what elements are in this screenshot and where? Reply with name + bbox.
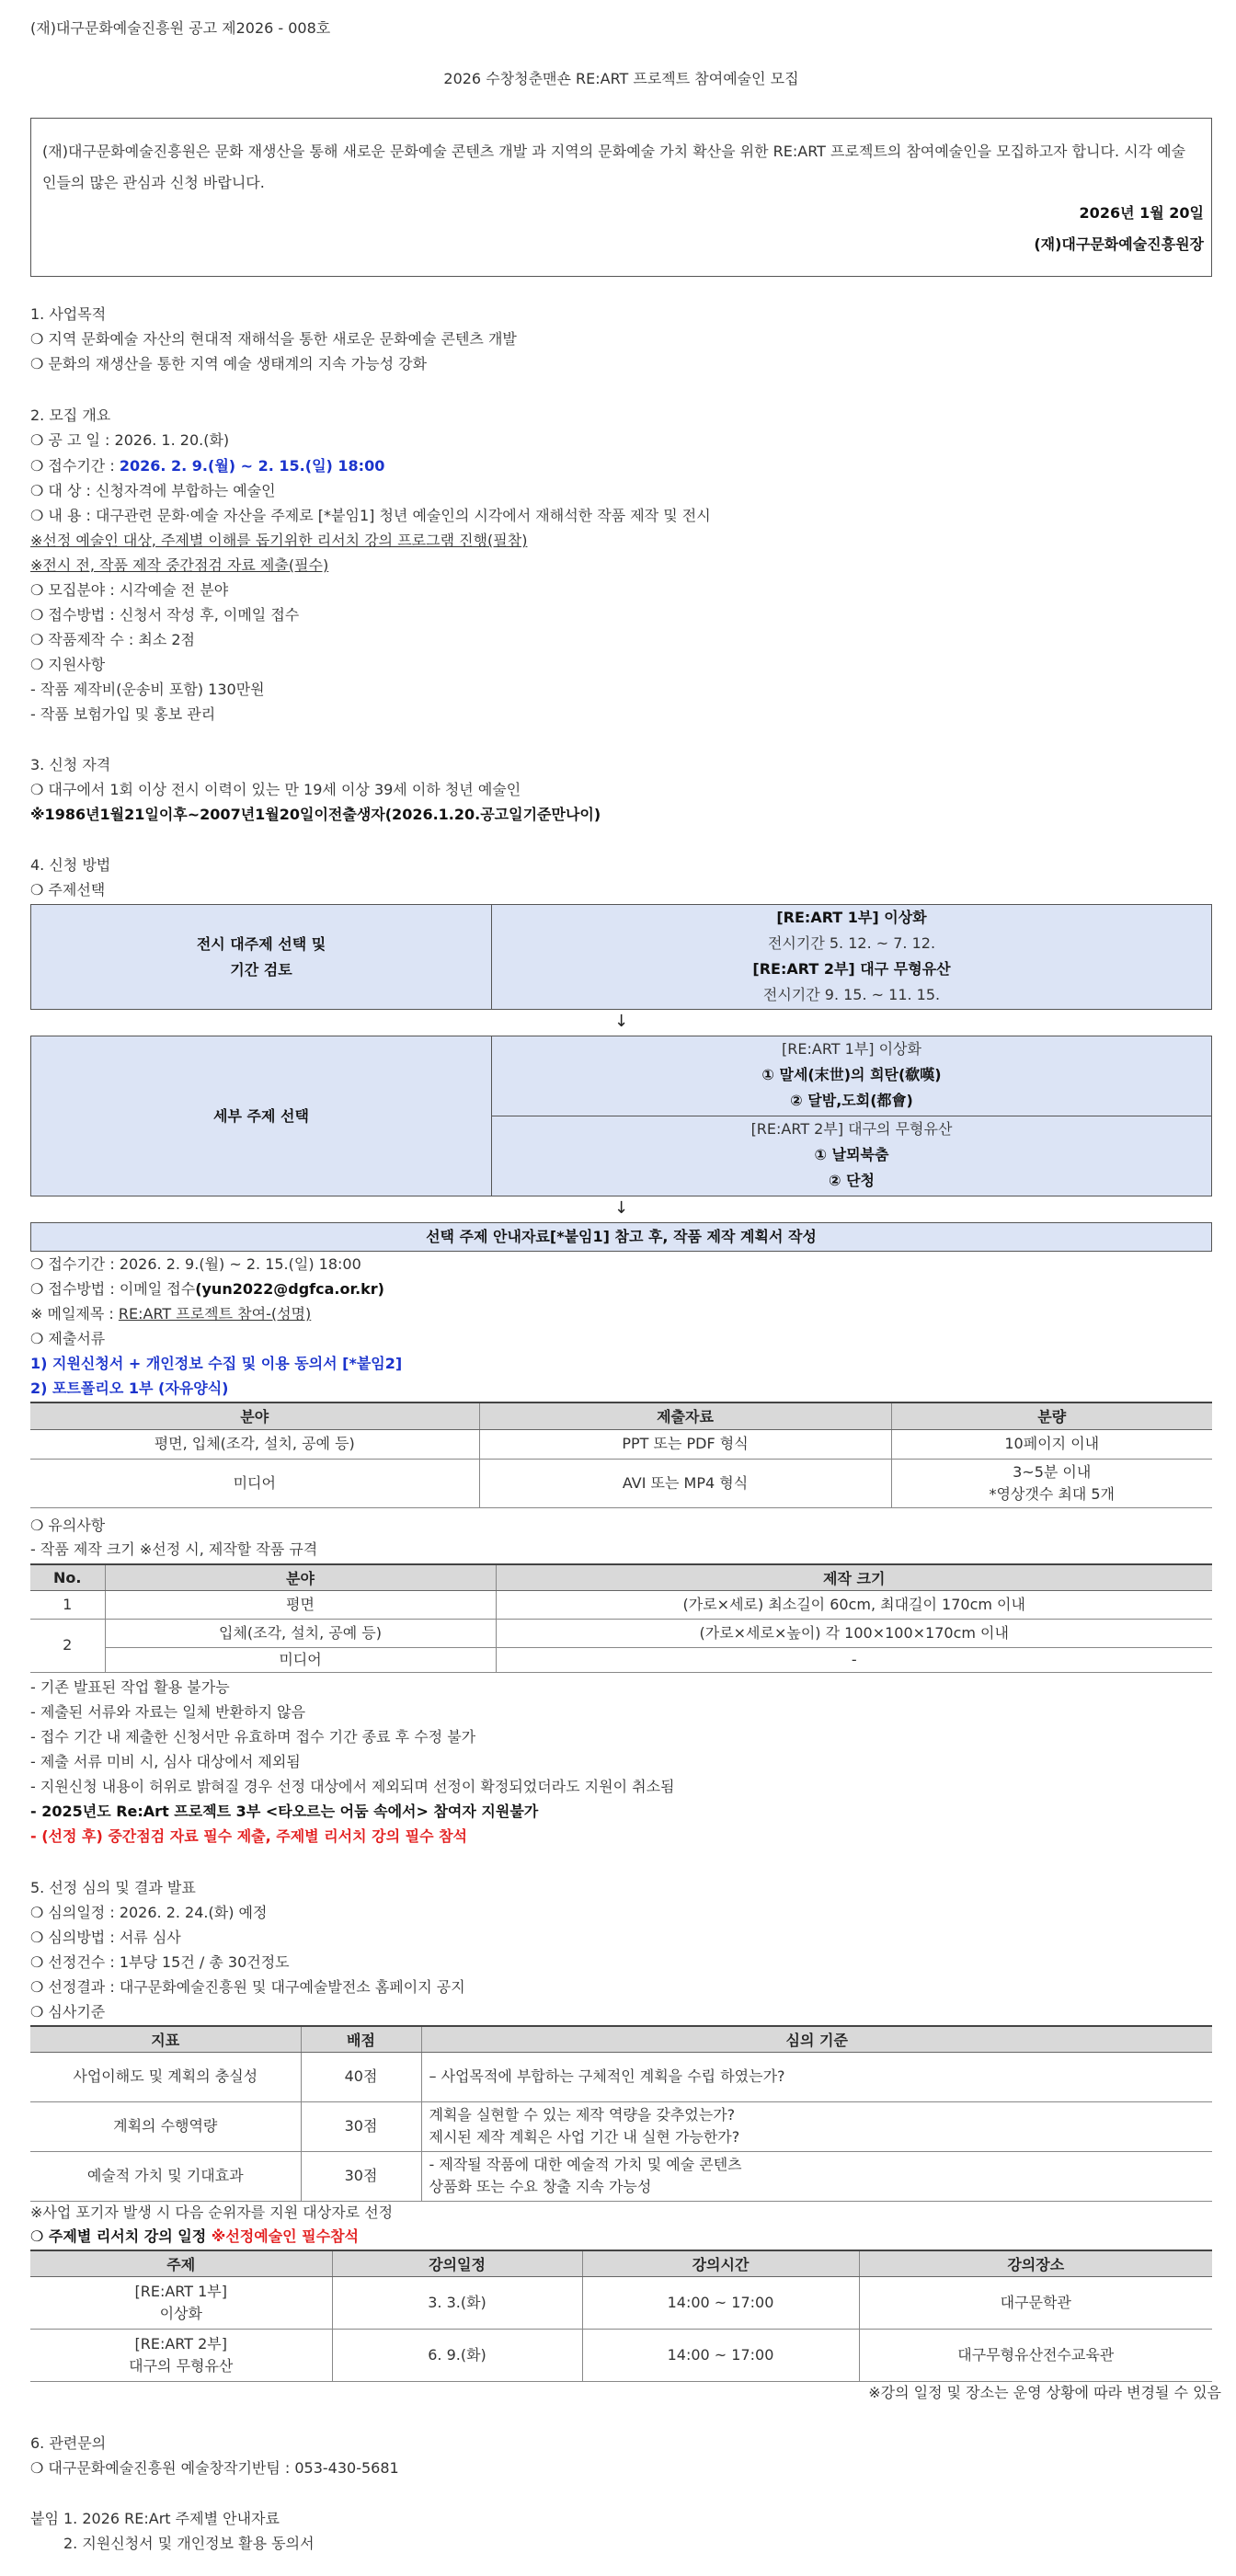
rule: - 제출된 서류와 자료는 일체 반환하지 않음 <box>30 1703 306 1721</box>
table-cell: 3. 3.(화) <box>332 2276 582 2329</box>
size-table <box>30 1563 1212 1673</box>
flow-step-3: 선택 주제 안내자료[*붙임1] 참고 후, 작품 제작 계획서 작성 <box>30 1222 1212 1252</box>
documents: ❍ 제출서류 <box>30 1330 106 1347</box>
flow-label-line: 기간 검토 <box>230 960 292 979</box>
subtheme-option: ① 말세(末世)의 희탄(欷嘆) <box>761 1066 942 1083</box>
caution: ❍ 유의사항 <box>30 1517 106 1534</box>
column-header: 배점 <box>301 2026 421 2052</box>
table-cell <box>421 2101 1212 2151</box>
section-1-title: 1. 사업목적 <box>30 305 107 323</box>
size-note: - 작품 제작 크기 ※선정 시, 제작할 작품 규격 <box>30 1540 318 1558</box>
note-research: ※선정 예술인 대상, 주제별 이해를 돕기위한 리서치 강의 프로그램 진행(필참) <box>30 532 528 549</box>
review-method: ❍ 심의방법 : 서류 심사 <box>30 1929 181 1946</box>
column-header: 제작 크기 <box>496 1564 1212 1590</box>
table-cell: 평면 <box>105 1590 496 1619</box>
cell-line: 이상화 <box>159 2304 202 2322</box>
forfeit-note: ※사업 포기자 발생 시 다음 순위자를 지원 대상자로 선정 <box>30 2204 394 2221</box>
selection-count: ❍ 선정건수 : 1부당 15건 / 총 30건정도 <box>30 1953 290 1971</box>
portfolio-table <box>30 1402 1212 1508</box>
flow-step-2-label: 세부 주제 선택 <box>31 1036 492 1196</box>
table-row <box>30 2052 1212 2101</box>
part1-subthemes <box>492 1036 1211 1116</box>
theme-select: ❍ 주제선택 <box>30 881 106 899</box>
application-period <box>30 456 384 476</box>
table-cell: 30점 <box>301 2151 421 2201</box>
table-cell: 14:00 ~ 17:00 <box>582 2276 859 2329</box>
section-4-title: 4. 신청 방법 <box>30 856 111 874</box>
rule: - 기존 발표된 작업 활용 불가능 <box>30 1678 230 1696</box>
announce-date: ❍ 공 고 일 : 2026. 1. 20.(화) <box>30 431 230 449</box>
table-cell: PPT 또는 PDF 형식 <box>479 1429 891 1459</box>
cell-line: 상품화 또는 수요 창출 지속 가능성 <box>429 2178 652 2195</box>
section-3-title: 3. 신청 자격 <box>30 756 111 773</box>
part1-period: 전시기간 5. 12. ~ 7. 12. <box>767 934 936 952</box>
period-label: ❍ 접수기간 : <box>30 457 120 475</box>
table-cell <box>891 1459 1212 1507</box>
cell-line: 대구의 무형유산 <box>129 2356 234 2375</box>
field: ❍ 모집분야 : 시각예술 전 분야 <box>30 581 229 599</box>
contact: ❍ 대구문화예술진흥원 예술창작기반팀 : 053-430-5681 <box>30 2459 399 2477</box>
table-cell: 예술적 가치 및 기대효과 <box>30 2151 301 2201</box>
table-cell: 입체(조각, 설치, 공예 등) <box>105 1619 496 1647</box>
table-cell: 1 <box>30 1590 105 1619</box>
method: ❍ 접수방법 : 신청서 작성 후, 이메일 접수 <box>30 606 300 624</box>
section-6-title: 6. 관련문의 <box>30 2434 107 2452</box>
table-row <box>30 2276 1212 2329</box>
table-row <box>30 1619 1212 1647</box>
table-row <box>30 2151 1212 2201</box>
target: ❍ 대 상 : 신청자격에 부합하는 예술인 <box>30 482 276 499</box>
flow-step-1-label <box>31 905 492 1009</box>
subtheme-option: ② 달밤,도회(都會) <box>790 1092 913 1109</box>
criteria: ❍ 심사기준 <box>30 2003 106 2021</box>
part2-subtheme-title: [RE:ART 2부] 대구의 무형유산 <box>750 1120 953 1138</box>
mail-subject <box>30 1304 311 1324</box>
part2-subthemes <box>492 1116 1211 1194</box>
apply-period: ❍ 접수기간 : 2026. 2. 9.(월) ~ 2. 15.(일) 18:00 <box>30 1255 361 1273</box>
rule: - 지원신청 내용이 허위로 밝혀질 경우 선정 대상에서 제외되며 선정이 확정되었더라도 지원이 취소됨 <box>30 1778 675 1795</box>
column-header: 분야 <box>105 1564 496 1590</box>
support-item: - 작품 제작비(운송비 포함) 130만원 <box>30 681 265 698</box>
cell-line: - 제작될 작품에 대한 예술적 가치 및 예술 콘텐츠 <box>429 2156 742 2173</box>
flow-step-2 <box>30 1036 1212 1196</box>
table-cell: 평면, 입체(조각, 설치, 공예 등) <box>30 1429 479 1459</box>
rule-required: - (선정 후) 중간점검 자료 필수 제출, 주제별 리서치 강의 필수 참석 <box>30 1827 468 1845</box>
email-address[interactable]: (yun2022@dgfca.or.kr) <box>195 1280 384 1298</box>
email-label: ❍ 접수방법 : 이메일 접수 <box>30 1280 196 1298</box>
part2-period: 전시기간 9. 15. ~ 11. 15. <box>762 986 941 1003</box>
cell-line: 3~5분 이내 <box>1013 1462 1092 1481</box>
part2-title: [RE:ART 2부] 대구 무형유산 <box>752 960 951 978</box>
table-cell <box>30 2276 332 2329</box>
flow-arrow: ↓ <box>613 1012 629 1031</box>
subtheme-option: ② 단청 <box>828 1172 876 1189</box>
table-cell: 계획의 수행역량 <box>30 2101 301 2151</box>
column-header: 강의시간 <box>582 2250 859 2276</box>
table-cell: - <box>496 1647 1212 1672</box>
table-cell: – 사업목적에 부합하는 구체적인 계획을 수립 하였는가? <box>421 2052 1212 2101</box>
table-cell: 2 <box>30 1619 105 1672</box>
table-cell <box>421 2151 1212 2201</box>
column-header: 심의 기준 <box>421 2026 1212 2052</box>
column-header: 분량 <box>891 1402 1212 1429</box>
table-row <box>30 1647 1212 1672</box>
section-1-item: ❍ 문화의 재생산을 통한 지역 예술 생태계의 지속 가능성 강화 <box>30 355 428 372</box>
part1-title: [RE:ART 1부] 이상화 <box>776 909 927 926</box>
eligibility: ❍ 대구에서 1회 이상 전시 이력이 있는 만 19세 이상 39세 이하 청년 예술인 <box>30 781 521 798</box>
intro-text: (재)대구문화예술진흥원은 문화 재생산을 통해 새로운 문화예술 콘텐츠 개발 과 지역의 문화예술 가치 확산을 위한 RE:ART 프로젝트의 참여예술인을 모집하고자 합니다. 시각 예술인들의 많은 관심과 신청 바랍니다. <box>42 143 1186 191</box>
subject-value: RE:ART 프로젝트 참여-(성명) <box>118 1305 312 1322</box>
count: ❍ 작품제작 수 : 최소 2점 <box>30 631 195 648</box>
rule: - 제출 서류 미비 시, 심사 대상에서 제외됨 <box>30 1753 301 1770</box>
part1-subtheme-title: [RE:ART 1부] 이상화 <box>782 1040 921 1058</box>
eligibility-note: ※1986년1월21일이후~2007년1월20일이전출생자(2026.1.20.공고일기준만나이) <box>30 806 601 823</box>
column-header: 주제 <box>30 2250 332 2276</box>
table-cell: 14:00 ~ 17:00 <box>582 2329 859 2381</box>
content: ❍ 내 용 : 대구관련 문화·예술 자산을 주제로 [*붙임1] 청년 예술인의 시각에서 재해석한 작품 제작 및 전시 <box>30 507 711 524</box>
table-cell: 30점 <box>301 2101 421 2151</box>
flow-step-1-options <box>492 905 1211 1008</box>
table-row <box>30 1590 1212 1619</box>
cell-line: [RE:ART 1부] <box>134 2282 227 2300</box>
section-2-title: 2. 모집 개요 <box>30 406 111 424</box>
table-row <box>30 1459 1212 1507</box>
column-header: 강의일정 <box>332 2250 582 2276</box>
table-row <box>30 1429 1212 1459</box>
section-1-item: ❍ 지역 문화예술 자산의 현대적 재해석을 통한 새로운 문화예술 콘텐츠 개발 <box>30 330 517 348</box>
table-cell: (가로×세로) 최소길이 60cm, 최대길이 170cm 이내 <box>496 1590 1212 1619</box>
column-header: 분야 <box>30 1402 479 1429</box>
table-cell: 미디어 <box>105 1647 496 1672</box>
apply-method <box>30 1279 384 1299</box>
table-cell: 6. 9.(화) <box>332 2329 582 2381</box>
table-row <box>30 2329 1212 2381</box>
flow-arrow: ↓ <box>613 1198 629 1218</box>
table-cell: 10페이지 이내 <box>891 1429 1212 1459</box>
flow-label-line: 전시 대주제 선택 및 <box>196 934 326 953</box>
rule-bold: - 2025년도 Re:Art 프로젝트 3부 <타오르는 어둠 속에서> 참여자 지원불가 <box>30 1803 539 1820</box>
lecture-title-text: ❍ 주제별 리서치 강의 일정 <box>30 2227 212 2245</box>
subtheme-option: ① 날뫼북춤 <box>814 1146 889 1163</box>
table-row <box>30 2101 1212 2151</box>
period-value: 2026. 2. 9.(월) ~ 2. 15.(일) 18:00 <box>119 457 385 475</box>
attachment-1: 붙임 1. 2026 RE:Art 주제별 안내자료 <box>30 2510 280 2527</box>
table-cell: 사업이해도 및 계획의 충실성 <box>30 2052 301 2101</box>
intro-signer: (재)대구문화예술진흥원장 <box>1034 235 1204 253</box>
document-2: 2) 포트폴리오 1부 (자유양식) <box>30 1380 229 1397</box>
notice-number: (재)대구문화예술진흥원 공고 제2026 - 008호 <box>30 19 331 37</box>
intro-date: 2026년 1월 20일 <box>1079 204 1204 222</box>
flow-step-1 <box>30 904 1212 1010</box>
table-cell: 40점 <box>301 2052 421 2101</box>
column-header: 지표 <box>30 2026 301 2052</box>
cell-line: 계획을 실현할 수 있는 제작 역량을 갖추었는가? <box>429 2106 736 2124</box>
column-header: No. <box>30 1564 105 1590</box>
cell-line: 제시된 제작 계획은 사업 기간 내 실현 가능한가? <box>429 2128 740 2146</box>
document-1: 1) 지원신청서 + 개인정보 수집 및 이용 동의서 [*붙임2] <box>30 1355 403 1372</box>
attachment-2: 2. 지원신청서 및 개인정보 활용 동의서 <box>63 2535 315 2552</box>
support-item: - 작품 보험가입 및 홍보 관리 <box>30 705 216 723</box>
column-header: 강의장소 <box>859 2250 1212 2276</box>
table-cell: AVI 또는 MP4 형식 <box>479 1459 891 1507</box>
review-date: ❍ 심의일정 : 2026. 2. 24.(화) 예정 <box>30 1904 268 1921</box>
criteria-table <box>30 2025 1212 2202</box>
lecture-required: ※선정예술인 필수참석 <box>211 2227 359 2245</box>
table-cell: 대구무형유산전수교육관 <box>859 2329 1212 2381</box>
selection-result: ❍ 선정결과 : 대구문화예술진흥원 및 대구예술발전소 홈페이지 공지 <box>30 1978 465 1996</box>
lecture-title <box>30 2227 359 2247</box>
lecture-table <box>30 2250 1212 2382</box>
table-cell <box>30 2329 332 2381</box>
note-checkpoint: ※전시 전, 작품 제작 중간점검 자료 제출(필수) <box>30 556 329 574</box>
rule: - 접수 기간 내 제출한 신청서만 유효하며 접수 기간 종료 후 수정 불가 <box>30 1728 476 1746</box>
table-cell: (가로×세로×높이) 각 100×100×170cm 이내 <box>496 1619 1212 1647</box>
cell-line: *영상갯수 최대 5개 <box>989 1484 1116 1503</box>
document-title: 2026 수창청춘맨숀 RE:ART 프로젝트 참여예술인 모집 <box>443 70 799 87</box>
column-header: 제출자료 <box>479 1402 891 1429</box>
section-5-title: 5. 선정 심의 및 결과 발표 <box>30 1879 196 1896</box>
intro-box <box>30 118 1212 277</box>
table-cell: 미디어 <box>30 1459 479 1507</box>
lecture-note: ※강의 일정 및 장소는 운영 상황에 따라 변경될 수 있음 <box>868 2384 1221 2401</box>
subject-label: ※ 메일제목 : <box>30 1305 119 1322</box>
cell-line: [RE:ART 2부] <box>134 2334 227 2353</box>
support: ❍ 지원사항 <box>30 656 106 673</box>
table-cell: 대구문학관 <box>859 2276 1212 2329</box>
